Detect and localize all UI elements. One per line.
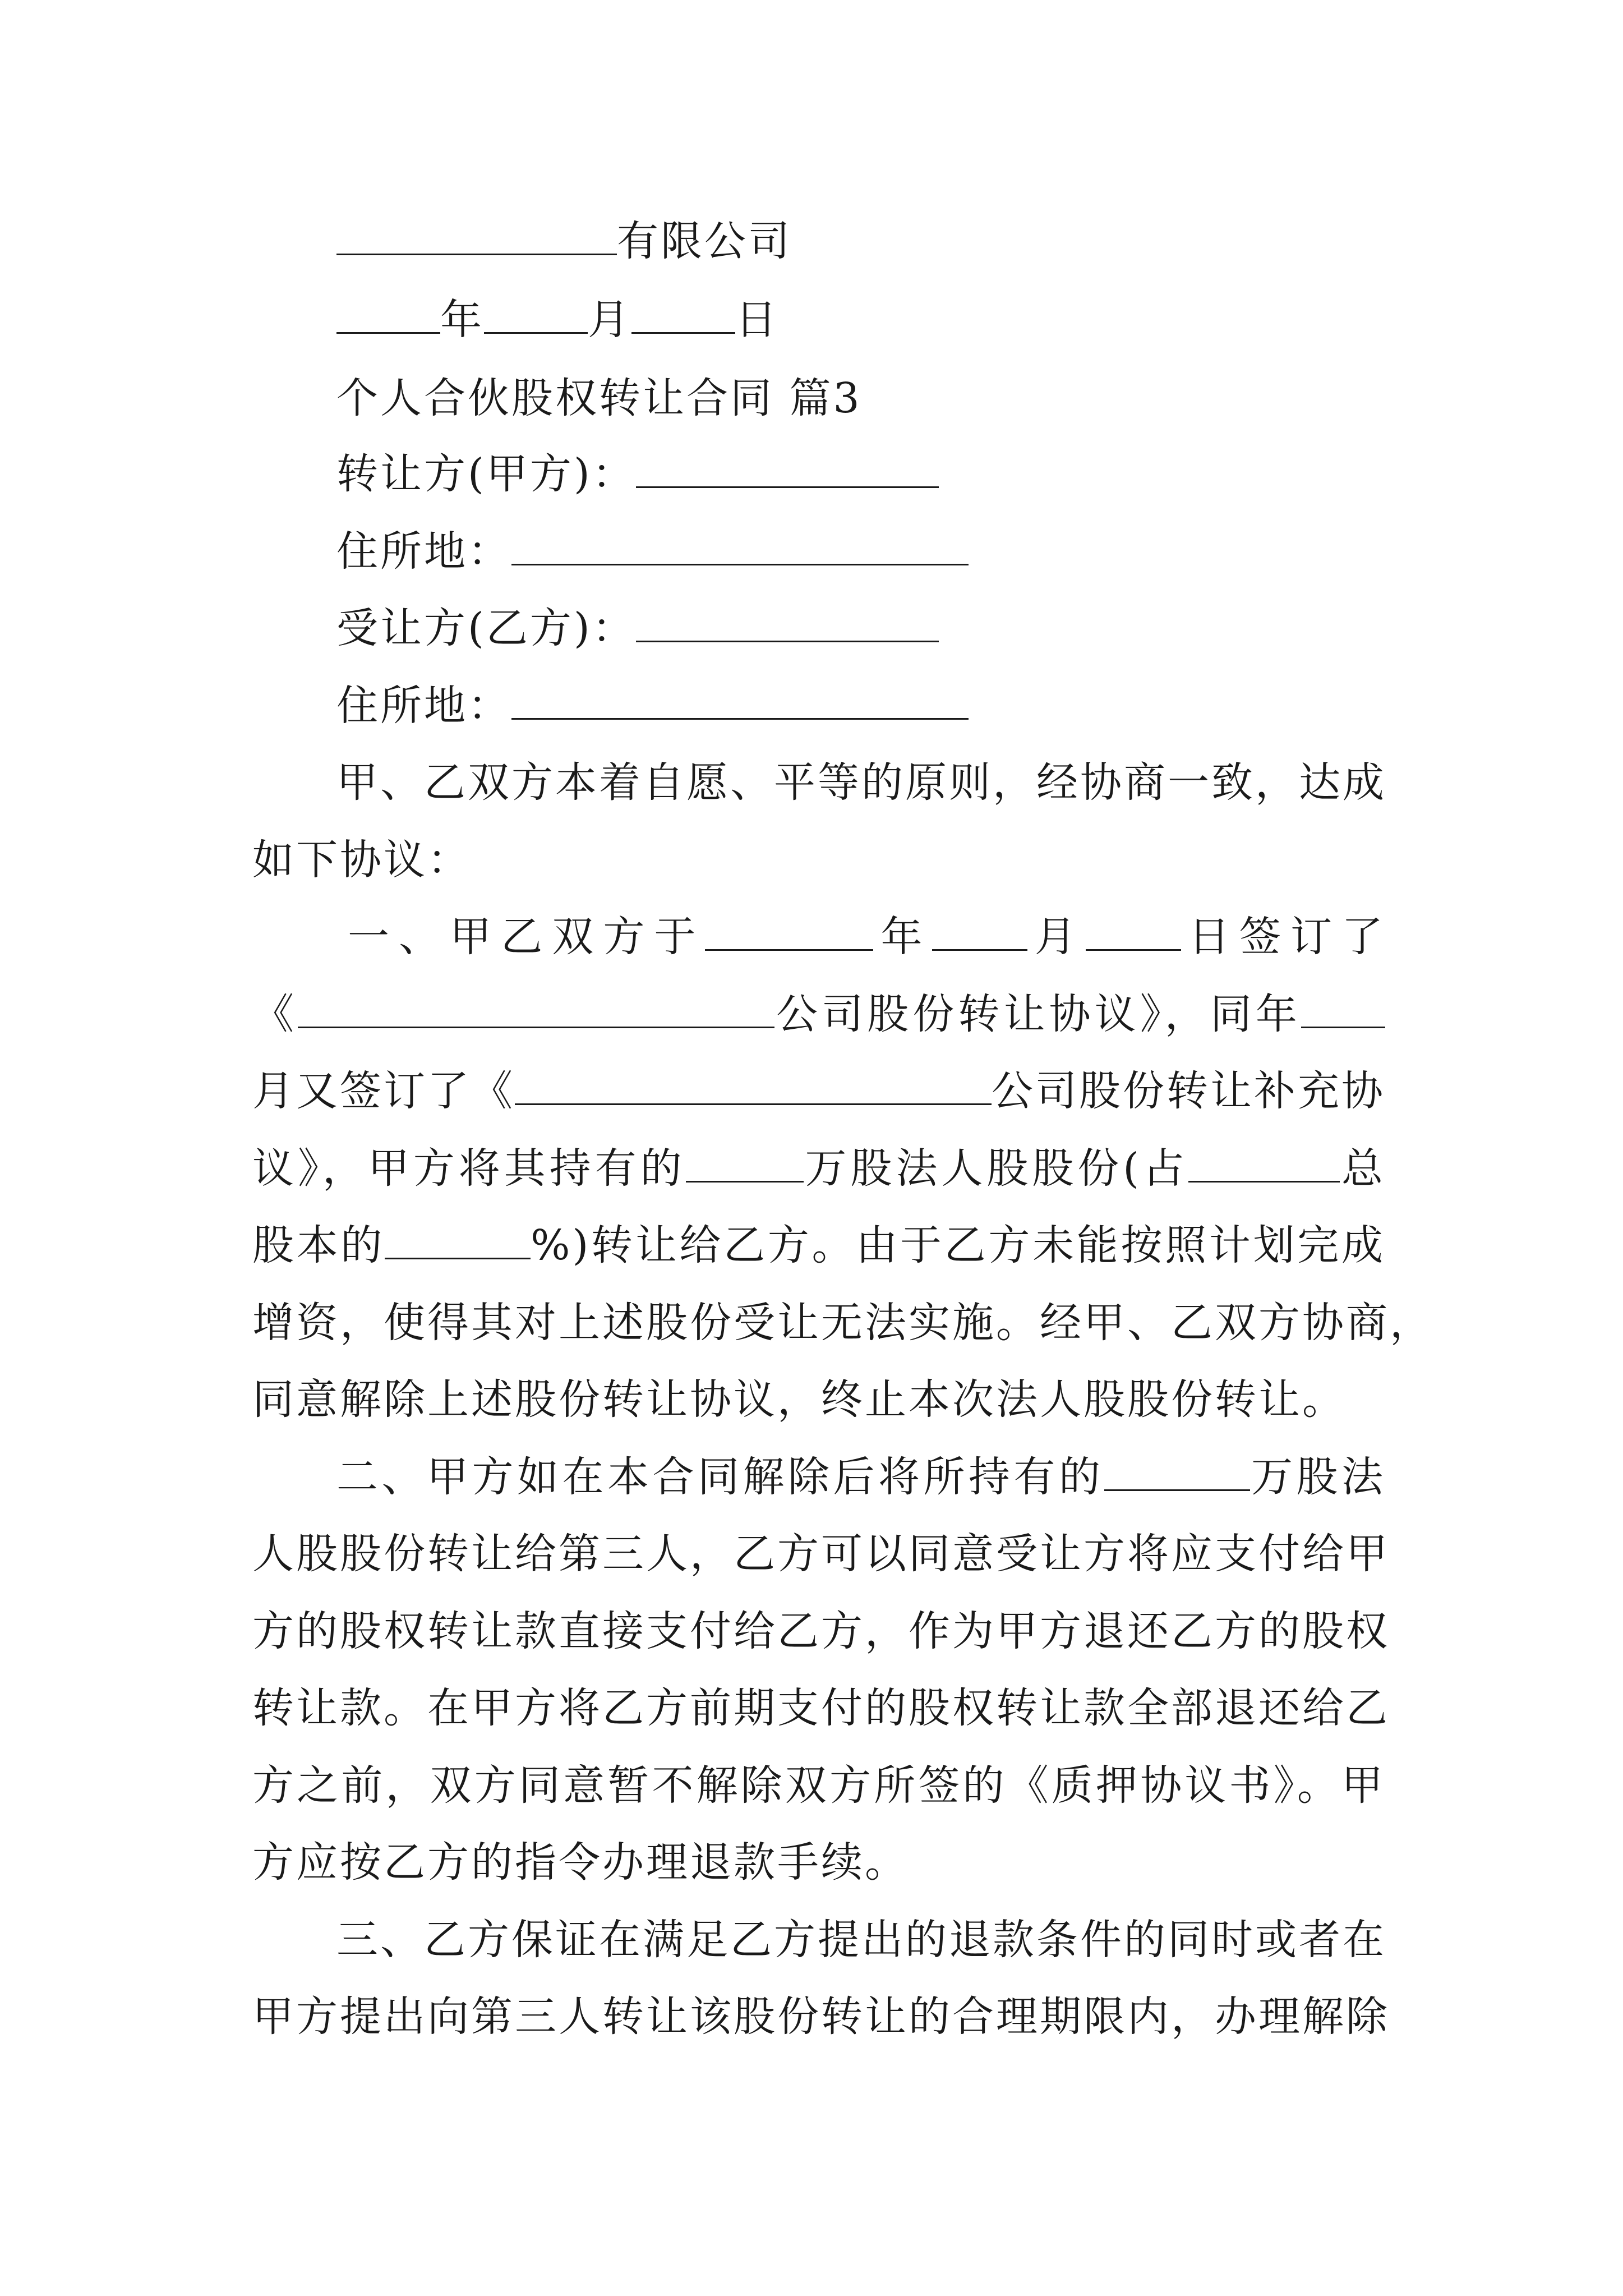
transferor-blank	[636, 452, 939, 488]
transferee-address-field	[336, 680, 1385, 731]
day-blank	[631, 297, 735, 334]
clause1-shares-text: 万股法人股股份(占	[803, 1144, 1189, 1193]
clause1-quote-open: 《	[252, 990, 298, 1038]
clause1-holding-text: 议》，甲方将其持有的	[252, 1144, 686, 1193]
transferor-address-blank	[511, 529, 969, 565]
clause1-company2-blank	[515, 1069, 992, 1105]
clause1-month2-blank	[1301, 992, 1385, 1028]
company-suffix: 有限公司	[617, 217, 792, 265]
month-blank	[484, 297, 588, 334]
date-line	[336, 295, 1385, 345]
transferee-address-blank	[511, 683, 969, 720]
day-label: 日	[735, 296, 779, 344]
transferee-blank	[636, 606, 939, 642]
transferor-address-label: 住所地：	[336, 527, 511, 576]
clause1-line-3	[252, 1066, 1385, 1116]
clause2-line-6: 方应按乙方的指令办理退款手续。	[252, 1838, 909, 1887]
year-label: 年	[440, 296, 484, 344]
clause1-year-blank	[705, 914, 873, 951]
clause2-line-1	[336, 1452, 1385, 1502]
clause1-company-blank	[298, 992, 774, 1028]
company-name-line	[336, 216, 1385, 266]
clause1-line-4	[252, 1143, 1385, 1194]
clause1-year-label: 年	[873, 913, 932, 961]
clause2-shares-text: 万股法	[1249, 1453, 1385, 1501]
transferor-address-field	[336, 526, 1385, 577]
transferor-label: 转让方(甲方)：	[336, 450, 636, 498]
clause1-total-text: 总	[1340, 1144, 1386, 1193]
clause1-line-7: 同意解除上述股份转让协议，终止本次法人股股份转让。	[252, 1375, 1346, 1424]
clause2-text: 二、甲方如在本合同解除后将所持有的	[336, 1453, 1104, 1501]
clause1-transfer-text: %)转让给乙方。由于乙方未能按照计划完成	[531, 1221, 1386, 1269]
clause2-line-5: 方之前，双方同意暂不解除双方所签的《质押协议书》。甲	[252, 1761, 1385, 1810]
transferor-field	[336, 449, 1385, 499]
intro-line-1: 甲、乙双方本着自愿、平等的原则，经协商一致，达成	[336, 758, 1386, 807]
clause1-total-blank	[1188, 1146, 1340, 1182]
clause1-line-5	[252, 1220, 1385, 1271]
clause1-signed-text: 日签订了	[1181, 913, 1386, 961]
clause2-line-3: 方的股权转让款直接支付给乙方，作为甲方退还乙方的股权	[252, 1607, 1390, 1655]
transferee-label: 受让方(乙方)：	[336, 604, 636, 652]
year-blank	[336, 297, 440, 334]
clause2-shares-blank	[1104, 1455, 1250, 1491]
clause1-text: 一、甲乙双方于	[348, 913, 706, 961]
clause1-month-blank	[932, 914, 1027, 951]
clause2-line-2: 人股股份转让给第三人，乙方可以同意受让方将应支付给甲	[252, 1530, 1390, 1578]
transferee-address-label: 住所地：	[336, 682, 511, 730]
intro-line-2: 如下协议：	[252, 836, 471, 884]
clause2-line-4: 转让款。在甲方将乙方前期支付的股权转让款全部退还给乙	[252, 1684, 1390, 1732]
clause1-day-blank	[1086, 914, 1181, 951]
month-label: 月	[588, 296, 631, 344]
clause1-line-1	[348, 912, 1385, 962]
clause1-month-label: 月	[1027, 913, 1086, 961]
clause3-line-1: 三、乙方保证在满足乙方提出的退款条件的同时或者在	[336, 1916, 1386, 1964]
clause1-supplement-text: 月又签订了《	[252, 1067, 515, 1115]
clause1-line-6: 增资，使得其对上述股份受让无法实施。经甲、乙双方协商，	[252, 1299, 1433, 1347]
clause1-agreement-text: 公司股份转让协议》，同年	[774, 990, 1302, 1038]
document-title: 个人合伙股权转让合同 篇3	[336, 374, 862, 422]
clause1-line-2	[252, 989, 1385, 1039]
company-name-blank	[336, 219, 617, 255]
clause3-line-2: 甲方提出向第三人转让该股份转让的合理期限内，办理解除	[252, 1993, 1390, 2041]
clause1-shares-blank	[686, 1146, 804, 1182]
clause1-supplement-agreement: 公司股份转让补充协	[992, 1067, 1385, 1115]
transferee-field	[336, 603, 1385, 654]
clause1-percent-blank	[385, 1223, 531, 1259]
clause1-capital-text: 股本的	[252, 1221, 385, 1269]
